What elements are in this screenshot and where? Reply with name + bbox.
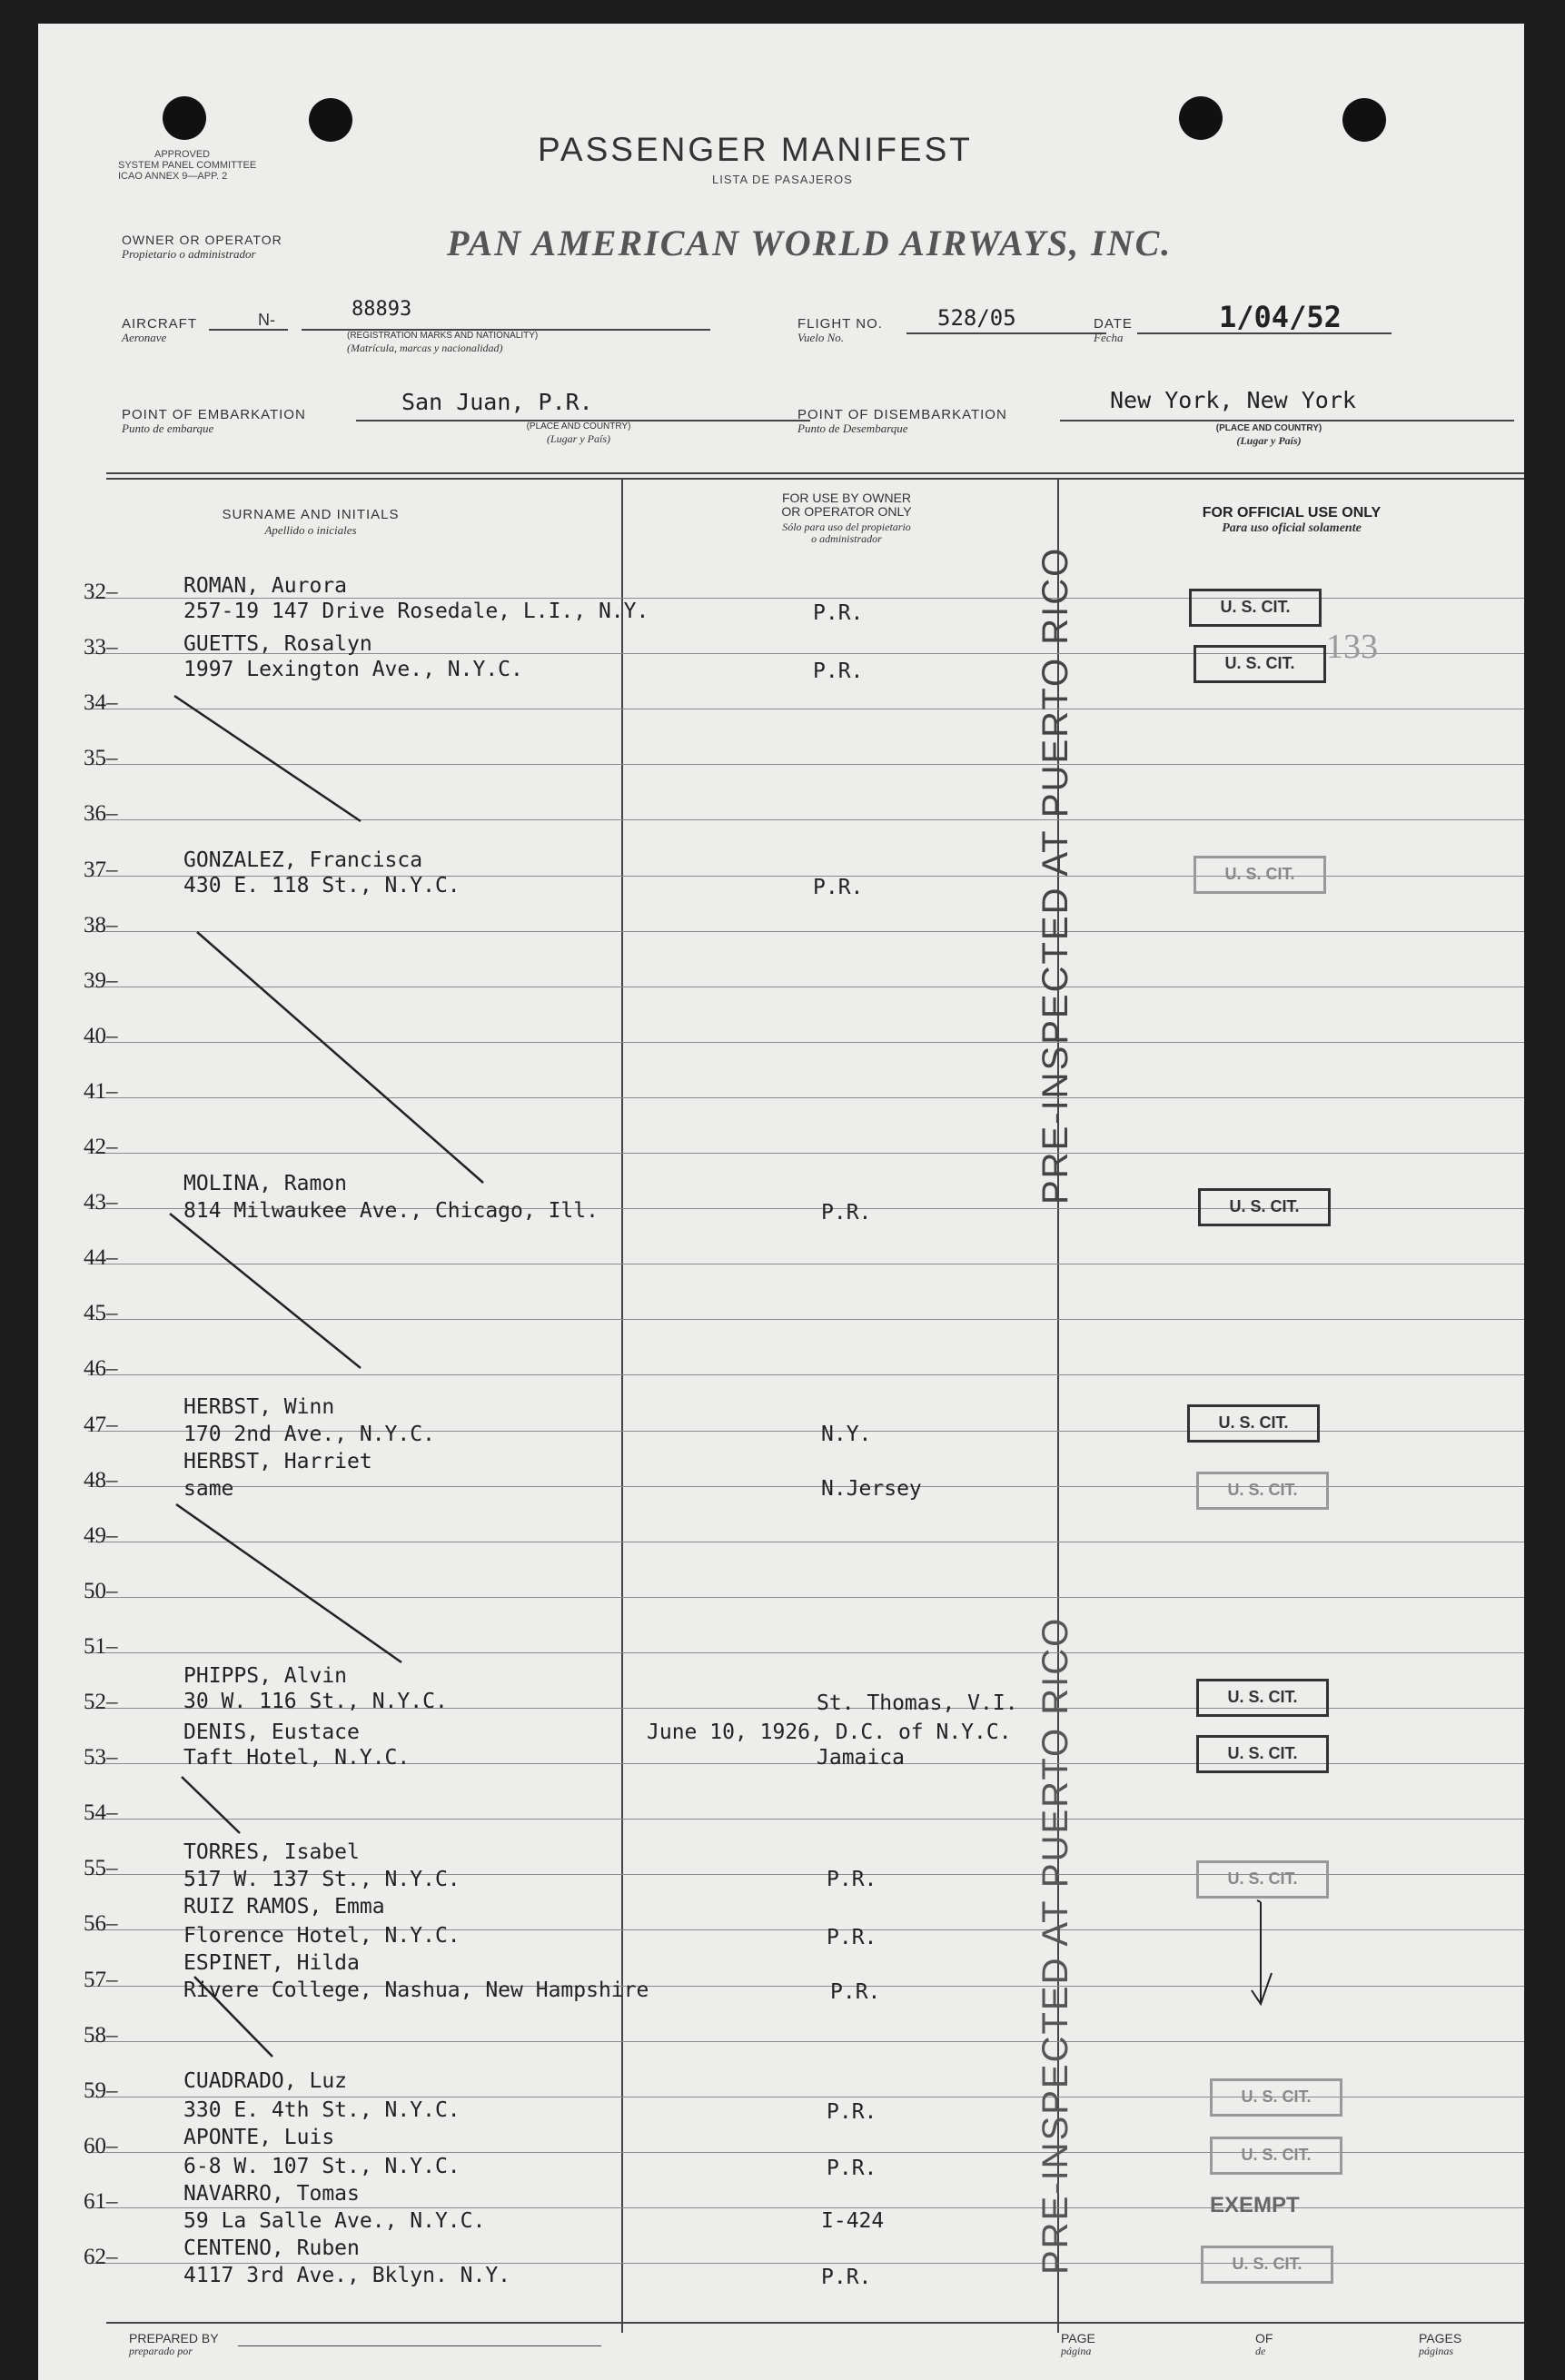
embark-label-es: Punto de embarque	[122, 421, 214, 435]
passenger-note: P.R.	[813, 601, 864, 625]
line-number: 45–	[84, 1301, 118, 1325]
col-owner-header-es-line: Sólo para uso del propietario	[782, 521, 911, 533]
passenger-address: Florence Hotel, N.Y.C.	[183, 1924, 461, 1948]
passenger-note: N.Jersey	[821, 1477, 922, 1501]
page-label-es: página	[1061, 2345, 1092, 2357]
date-value: 1/04/52	[1219, 300, 1342, 334]
pages-label: PAGES	[1419, 2331, 1462, 2345]
owner-label: OWNER OR OPERATOR	[122, 233, 282, 247]
status-stamp: U. S. CIT.	[1196, 1860, 1329, 1899]
col-surname-header-es: Apellido o iniciales	[264, 523, 357, 537]
passenger-address: 257-19 147 Drive Rosedale, L.I., N.Y.	[183, 600, 649, 623]
passenger-name: DENIS, Eustace	[183, 1721, 360, 1744]
footer-rule	[106, 2322, 1524, 2324]
passenger-name: ESPINET, Hilda	[183, 1951, 360, 1975]
blank-stroke	[182, 1777, 240, 1833]
passenger-note-2: Jamaica	[817, 1746, 905, 1770]
embark-value: San Juan, P.R.	[401, 389, 593, 415]
passenger-name: GUETTS, Rosalyn	[183, 632, 372, 656]
prepared-by-label-es: preparado por	[129, 2345, 193, 2357]
date-label-es: Fecha	[1094, 331, 1124, 344]
aircraft-prefix: N-	[258, 311, 275, 329]
owner-label-es: Propietario o administrador	[122, 247, 256, 261]
passenger-name: GONZALEZ, Francisca	[183, 848, 423, 872]
line-number: 54–	[84, 1800, 118, 1825]
line-number: 38–	[84, 913, 118, 937]
page-label: PAGE	[1061, 2331, 1095, 2345]
flight-label: FLIGHT NO.	[797, 316, 883, 332]
line-number: 51–	[84, 1634, 118, 1659]
col-surname-header: SURNAME AND INITIALS	[222, 507, 400, 522]
blank-stroke	[170, 1214, 361, 1368]
line-number: 50–	[84, 1579, 118, 1603]
aircraft-label: AIRCRAFT	[122, 316, 197, 332]
manifest-sheet	[38, 24, 1524, 2380]
line-number: 48–	[84, 1468, 118, 1492]
owner-value: PAN AMERICAN WORLD AIRWAYS, INC.	[447, 223, 1173, 263]
line-number: 57–	[84, 1968, 118, 1992]
line-number: 47–	[84, 1413, 118, 1437]
line-number: 40–	[84, 1024, 118, 1048]
fill-line	[238, 2345, 601, 2346]
passenger-address: 30 W. 116 St., N.Y.C.	[183, 1690, 448, 1713]
passenger-name: CUADRADO, Luz	[183, 2069, 348, 2093]
place-note-2: (PLACE AND COUNTRY)	[1215, 423, 1322, 433]
passenger-address: 814 Milwaukee Ave., Chicago, Ill.	[183, 1199, 599, 1223]
passenger-address: 430 E. 118 St., N.Y.C.	[183, 874, 461, 897]
passenger-address: Taft Hotel, N.Y.C.	[183, 1746, 411, 1770]
passenger-address: 6-8 W. 107 St., N.Y.C.	[183, 2155, 461, 2178]
status-stamp: U. S. CIT.	[1198, 1188, 1331, 1226]
passenger-note: June 10, 1926, D.C. of N.Y.C.	[647, 1721, 1012, 1744]
passenger-note: P.R.	[827, 2100, 877, 2124]
approval-line: ICAO ANNEX 9—APP. 2	[118, 171, 228, 182]
prepared-by-label: PREPARED BY	[129, 2331, 219, 2345]
blank-stroke	[174, 696, 361, 821]
passenger-name: CENTENO, Ruben	[183, 2236, 360, 2260]
col-official-header: FOR OFFICIAL USE ONLY	[1202, 505, 1382, 521]
line-number: 35–	[84, 746, 118, 770]
status-stamp: U. S. CIT.	[1194, 856, 1326, 894]
passenger-name: PHIPPS, Alvin	[183, 1664, 348, 1688]
place-note-2-es: (Lugar y País)	[1236, 434, 1302, 447]
line-number: 49–	[84, 1523, 118, 1548]
blank-stroke	[176, 1504, 401, 1662]
date-label: DATE	[1094, 316, 1133, 332]
line-number: 32–	[84, 580, 118, 604]
status-stamp: U. S. CIT.	[1187, 1404, 1320, 1443]
passenger-name: ROMAN, Aurora	[183, 574, 348, 598]
aircraft-label-es: Aeronave	[122, 331, 167, 344]
passenger-name: HERBST, Harriet	[183, 1450, 372, 1473]
passenger-note: St. Thomas, V.I.	[817, 1691, 1018, 1715]
pages-label-es: páginas	[1419, 2345, 1454, 2357]
line-number: 46–	[84, 1356, 118, 1381]
passenger-address: same	[183, 1477, 234, 1501]
approval-line: APPROVED	[154, 149, 211, 160]
line-number: 53–	[84, 1745, 118, 1770]
approval-line: SYSTEM PANEL COMMITTEE	[118, 160, 257, 171]
form-title-es: LISTA DE PASAJEROS	[712, 173, 853, 186]
passenger-name: NAVARRO, Tomas	[183, 2182, 360, 2206]
of-label-es: de	[1255, 2345, 1266, 2357]
col-official-header-es: Para uso oficial solamente	[1222, 521, 1362, 535]
line-number: 36–	[84, 801, 118, 826]
line-number: 33–	[84, 635, 118, 659]
passenger-note: P.R.	[813, 659, 864, 683]
registration-note: (REGISTRATION MARKS AND NATIONALITY)	[347, 331, 539, 341]
passenger-address: 330 E. 4th St., N.Y.C.	[183, 2098, 461, 2122]
line-number: 43–	[84, 1190, 118, 1215]
line-number: 58–	[84, 2023, 118, 2048]
registration-note-es: (Matrícula, marcas y nacionalidad)	[347, 342, 503, 354]
disembark-label-es: Punto de Desembarque	[797, 421, 908, 435]
line-number: 55–	[84, 1856, 118, 1880]
line-number: 42–	[84, 1135, 118, 1159]
place-note-es: (Lugar y País)	[547, 432, 610, 445]
passenger-note: N.Y.	[821, 1423, 872, 1446]
passenger-name: HERBST, Winn	[183, 1395, 335, 1419]
passenger-name: TORRES, Isabel	[183, 1840, 360, 1864]
line-number: 52–	[84, 1690, 118, 1714]
passenger-address: 59 La Salle Ave., N.Y.C.	[183, 2209, 486, 2233]
status-stamp: U. S. CIT.	[1210, 2078, 1342, 2117]
place-note: (PLACE AND COUNTRY)	[526, 421, 631, 431]
status-stamp: U. S. CIT.	[1196, 1679, 1329, 1717]
check-stroke	[1257, 1900, 1261, 1902]
stamp-count: 133	[1326, 628, 1378, 666]
passenger-name: RUIZ RAMOS, Emma	[183, 1895, 385, 1919]
line-number: 41–	[84, 1079, 118, 1104]
passenger-note: P.R.	[827, 1868, 877, 1891]
of-label: OF	[1255, 2331, 1273, 2345]
status-stamp: U. S. CIT.	[1210, 2137, 1342, 2175]
flight-value: 528/05	[937, 305, 1016, 331]
preinspected-stamp: PRE-INSPECTED AT PUERTO RICO	[1035, 1616, 1075, 2275]
disembark-value: New York, New York	[1110, 387, 1356, 413]
form-title: PASSENGER MANIFEST	[538, 131, 973, 168]
line-number: 39–	[84, 968, 118, 993]
passenger-note: P.R.	[827, 2157, 877, 2180]
col-owner-header-es-line: o administrador	[811, 532, 882, 545]
col-owner-header-line: FOR USE BY OWNER	[781, 491, 912, 505]
embark-label: POINT OF EMBARKATION	[122, 407, 306, 422]
passenger-address: Rivere College, Nashua, New Hampshire	[183, 1978, 649, 2002]
passenger-address: 170 2nd Ave., N.Y.C.	[183, 1423, 435, 1446]
line-number: 62–	[84, 2245, 118, 2269]
flight-label-es: Vuelo No.	[797, 331, 845, 344]
passenger-note: P.R.	[827, 1926, 877, 1949]
line-number: 34–	[84, 690, 118, 715]
disembark-label: POINT OF DISEMBARKATION	[797, 407, 1007, 422]
line-number: 60–	[84, 2134, 118, 2158]
passenger-name: MOLINA, Ramon	[183, 1172, 348, 1195]
line-number: 37–	[84, 858, 118, 882]
line-number: 44–	[84, 1245, 118, 1270]
passenger-note: P.R.	[821, 2266, 872, 2289]
preinspected-stamp: PRE-INSPECTED AT PUERTO RICO	[1035, 546, 1075, 1205]
status-stamp: U. S. CIT.	[1194, 645, 1326, 683]
exempt-stamp: EXEMPT	[1210, 2193, 1300, 2217]
status-stamp: U. S. CIT.	[1196, 1735, 1329, 1773]
passenger-note: P.R.	[813, 876, 864, 899]
line-number: 61–	[84, 2189, 118, 2214]
passenger-note: P.R.	[830, 1980, 881, 2004]
status-stamp: U. S. CIT.	[1189, 589, 1322, 627]
passenger-address: 4117 3rd Ave., Bklyn. N.Y.	[183, 2264, 511, 2287]
status-stamp: U. S. CIT.	[1196, 1472, 1329, 1510]
passenger-address: 1997 Lexington Ave., N.Y.C.	[183, 658, 523, 681]
blank-stroke	[197, 932, 483, 1183]
passenger-address: 517 W. 137 St., N.Y.C.	[183, 1868, 461, 1891]
status-stamp: U. S. CIT.	[1201, 2246, 1333, 2284]
aircraft-value: 88893	[352, 298, 412, 321]
col-owner-header-line: OR OPERATOR ONLY	[781, 504, 912, 519]
line-number: 59–	[84, 2078, 118, 2103]
passenger-note: I-424	[821, 2209, 885, 2233]
passenger-note: P.R.	[821, 1201, 872, 1225]
passenger-name: APONTE, Luis	[183, 2126, 335, 2149]
line-number: 56–	[84, 1911, 118, 1936]
